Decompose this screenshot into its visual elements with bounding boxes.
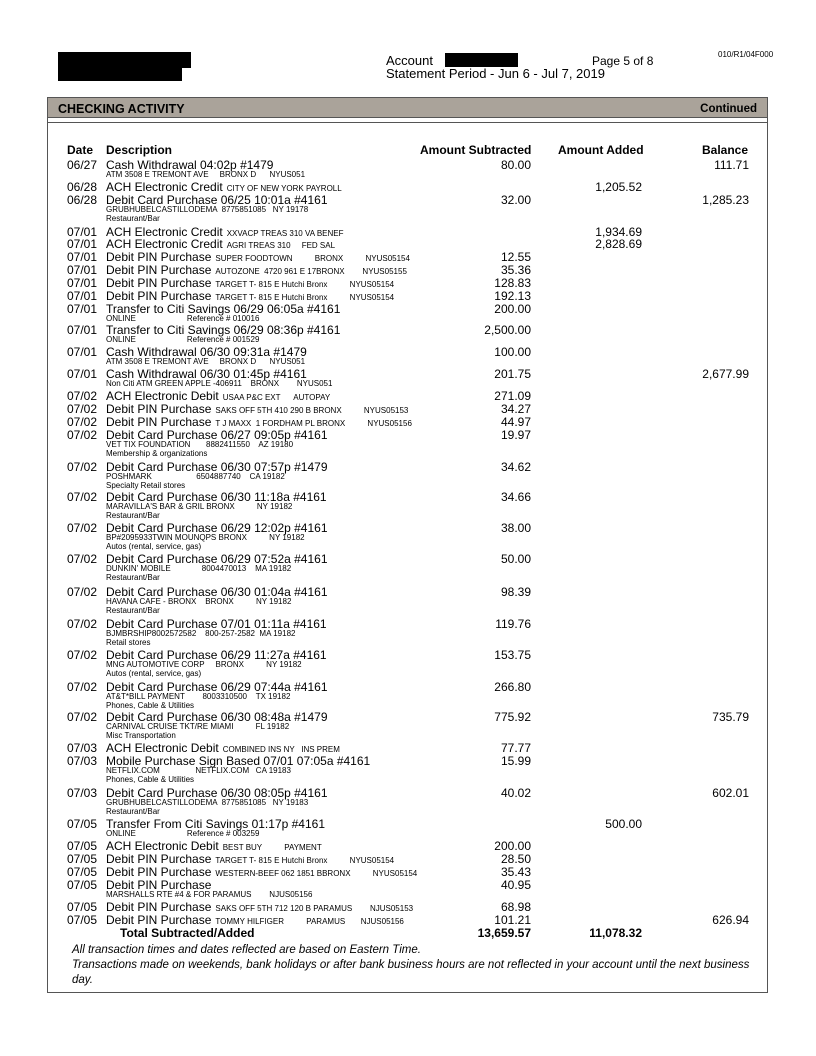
row-description — [106, 416, 412, 428]
row-description — [106, 238, 335, 250]
row-subline: ONLINE Reference # 003259 — [106, 829, 260, 838]
row-amount-subtracted: 271.09 — [494, 389, 531, 403]
row-date: 07/02 — [67, 521, 98, 535]
row-category: Restaurant/Bar — [106, 214, 160, 223]
row-date: 07/05 — [67, 913, 98, 927]
row-description — [106, 901, 413, 913]
row-date: 07/01 — [67, 289, 98, 303]
footnote-line-1: All transaction times and dates reflected are based on Eastern Time. — [72, 944, 421, 956]
row-amount-subtracted: 200.00 — [494, 302, 531, 316]
row-date: 07/03 — [67, 786, 98, 800]
row-merchant-detail: SAKS OFF 5TH 712 120 B PARAMUS NJUS05153 — [215, 904, 414, 913]
row-description — [106, 914, 404, 926]
row-merchant-detail: TOMMY HILFIGER PARAMUS NJUS05156 — [215, 917, 404, 926]
row-description-text: Transfer to Citi Savings 06/29 08:36p #4161 — [106, 323, 341, 337]
row-description — [106, 403, 408, 415]
row-category: Autos (rental, service, gas) — [106, 542, 202, 551]
row-date: 06/27 — [67, 158, 98, 172]
row-date: 07/01 — [67, 276, 98, 290]
row-description-text: Debit PIN Purchase — [106, 402, 212, 416]
row-description-text: Debit PIN Purchase — [106, 276, 212, 290]
row-subline: BJMBRSHIP8002572582 800-257-2582 MA 19182 — [106, 629, 296, 638]
row-date: 07/01 — [67, 302, 98, 316]
row-category: Restaurant/Bar — [106, 573, 160, 582]
row-date: 07/02 — [67, 617, 98, 631]
statement-period: Statement Period - Jun 6 - Jul 7, 2019 — [386, 66, 605, 81]
row-description — [106, 840, 322, 852]
row-amount-subtracted: 68.98 — [500, 900, 531, 914]
row-description-text: Mobile Purchase Sign Based 07/01 07:05a #4161 — [106, 754, 371, 768]
footnote-line-2: Transactions made on weekends, bank holidays or after bank business hours are not reflected in your account until the next business day. — [72, 959, 750, 986]
row-subline: DUNKIN' MOBILE 8004470013 MA 19182 — [106, 564, 292, 573]
row-date: 07/05 — [67, 865, 98, 879]
row-merchant-detail: USAA P&C EXT AUTOPAY — [222, 393, 331, 402]
row-description-text: Debit Card Purchase 06/30 08:05p #4161 — [106, 786, 328, 800]
page-number: Page 5 of 8 — [592, 54, 654, 68]
row-date: 07/03 — [67, 754, 98, 768]
row-amount-balance: 602.01 — [712, 786, 749, 800]
section-band — [48, 98, 767, 118]
col-balance: Balance — [702, 143, 749, 157]
row-description — [106, 181, 342, 193]
row-amount-subtracted: 28.50 — [500, 852, 531, 866]
row-merchant-detail: COMBINED INS NY INS PREM — [222, 745, 340, 754]
row-category: Autos (rental, service, gas) — [106, 669, 202, 678]
row-category: Restaurant/Bar — [106, 606, 160, 615]
row-date: 07/02 — [67, 490, 98, 504]
row-description-text: ACH Electronic Debit — [106, 741, 219, 755]
row-subline: NETFLIX.COM NETFLIX.COM CA 19183 — [106, 766, 291, 775]
row-date: 06/28 — [67, 193, 98, 207]
row-description — [106, 390, 330, 402]
row-merchant-detail: AGRI TREAS 310 FED SAL — [226, 241, 336, 250]
row-category: Retail stores — [106, 638, 151, 647]
row-subline: BP#2095933TWIN MOUNQPS BRONX NY 19182 — [106, 533, 305, 542]
row-description-text: Debit Card Purchase 06/25 10:01a #4161 — [106, 193, 328, 207]
row-date: 07/02 — [67, 552, 98, 566]
row-description-text: Debit Card Purchase 06/30 07:57p #1479 — [106, 460, 328, 474]
row-amount-subtracted: 35.36 — [500, 263, 531, 277]
row-amount-subtracted: 101.21 — [494, 913, 531, 927]
row-merchant-detail: T J MAXX 1 FORDHAM PL BRONX NYUS05156 — [215, 419, 412, 428]
row-date: 07/02 — [67, 428, 98, 442]
redacted-address-block — [58, 66, 182, 81]
row-description-text: Debit PIN Purchase — [106, 913, 212, 927]
row-amount-subtracted: 119.76 — [495, 617, 531, 631]
row-description-text: Debit PIN Purchase — [106, 250, 212, 264]
row-amount-subtracted: 100.00 — [494, 345, 531, 359]
form-code: 010/R1/04F000 — [718, 50, 774, 59]
divider — [48, 122, 767, 123]
row-date: 07/05 — [67, 900, 98, 914]
row-description-text: ACH Electronic Credit — [106, 237, 223, 251]
row-description-text: ACH Electronic Debit — [106, 389, 219, 403]
row-description-text: Transfer From Citi Savings 01:17p #4161 — [106, 817, 325, 831]
row-date: 07/03 — [67, 741, 98, 755]
row-date: 07/05 — [67, 817, 98, 831]
row-description-text: Debit PIN Purchase — [106, 289, 212, 303]
row-amount-added: 2,828.69 — [595, 237, 642, 251]
row-description-text: Cash Withdrawal 06/30 09:31a #1479 — [106, 345, 307, 359]
row-amount-subtracted: 15.99 — [500, 754, 531, 768]
row-date: 06/28 — [67, 180, 98, 194]
row-merchant-detail: SUPER FOODTOWN BRONX NYUS05154 — [215, 254, 410, 263]
col-subtracted: Amount Subtracted — [420, 143, 532, 157]
totals-label: Total Subtracted/Added — [120, 926, 255, 940]
row-amount-balance: 1,285.23 — [702, 193, 749, 207]
account-label: Account — [386, 53, 433, 68]
row-amount-balance: 111.71 — [714, 158, 749, 172]
row-description — [106, 264, 407, 276]
row-subline: ATM 3508 E TREMONT AVE BRONX D NYUS051 — [106, 357, 306, 366]
row-description-text: Debit PIN Purchase — [106, 263, 212, 277]
row-date: 07/02 — [67, 648, 98, 662]
row-description-text: Debit PIN Purchase — [106, 865, 212, 879]
row-description — [106, 866, 417, 878]
row-description-text: ACH Electronic Credit — [106, 225, 223, 239]
row-category: Membership & organizations — [106, 449, 208, 458]
row-date: 07/05 — [67, 839, 98, 853]
row-amount-subtracted: 192.13 — [494, 289, 531, 303]
row-description-text: ACH Electronic Debit — [106, 839, 219, 853]
row-description — [106, 853, 394, 865]
redacted-account-number — [445, 53, 518, 67]
row-date: 07/02 — [67, 402, 98, 416]
row-description-text: Debit PIN Purchase — [106, 415, 212, 429]
row-subline: ATM 3508 E TREMONT AVE BRONX D NYUS051 — [106, 170, 306, 179]
row-category: Restaurant/Bar — [106, 511, 160, 520]
row-category: Misc Transportation — [106, 731, 176, 740]
row-subline: MNG AUTOMOTIVE CORP BRONX NY 19182 — [106, 660, 302, 669]
row-description-text: ACH Electronic Credit — [106, 180, 223, 194]
row-amount-subtracted: 266.80 — [494, 680, 531, 694]
row-amount-added: 1,934.69 — [595, 225, 642, 239]
row-subline: ONLINE Reference # 010016 — [106, 314, 260, 323]
row-subline: MARAVILLA'S BAR & GRIL BRONX NY 19182 — [106, 502, 293, 511]
row-date: 07/02 — [67, 680, 98, 694]
row-description — [106, 742, 340, 754]
row-amount-subtracted: 50.00 — [500, 552, 531, 566]
row-amount-subtracted: 19.97 — [500, 428, 531, 442]
row-amount-subtracted: 32.00 — [500, 193, 531, 207]
row-amount-subtracted: 153.75 — [494, 648, 531, 662]
row-merchant-detail: TARGET T- 815 E Hutchi Bronx NYUS05154 — [215, 856, 395, 865]
row-category: Phones, Cable & Utilities — [106, 775, 195, 784]
row-subline: CARNIVAL CRUISE TKT/RE MIAMI FL 19182 — [106, 722, 290, 731]
row-description-text: Debit Card Purchase 06/27 09:05p #4161 — [106, 428, 328, 442]
row-date: 07/01 — [67, 250, 98, 264]
row-amount-subtracted: 34.66 — [500, 490, 531, 504]
row-subline: VET TIX FOUNDATION 8882411550 AZ 19180 — [106, 440, 294, 449]
row-date: 07/02 — [67, 460, 98, 474]
row-category: Phones, Cable & Utilities — [106, 701, 195, 710]
row-amount-subtracted: 201.75 — [494, 367, 531, 381]
row-amount-subtracted: 12.55 — [500, 250, 531, 264]
row-description-text: Debit Card Purchase 06/30 08:48a #1479 — [106, 710, 328, 724]
row-date: 07/02 — [67, 389, 98, 403]
row-amount-subtracted: 128.83 — [494, 276, 531, 290]
row-description-text: Cash Withdrawal 04:02p #1479 — [106, 158, 274, 172]
row-category: Specialty Retail stores — [106, 481, 186, 490]
row-merchant-detail: TARGET T- 815 E Hutchi Bronx NYUS05154 — [215, 280, 395, 289]
row-description-text: Debit Card Purchase 07/01 01:11a #4161 — [106, 617, 327, 631]
row-description-text: Debit Card Purchase 06/30 11:18a #4161 — [106, 490, 327, 504]
row-amount-subtracted: 200.00 — [494, 839, 531, 853]
row-date: 07/02 — [67, 585, 98, 599]
row-subline: GRUBHUBELCASTILLODEMA 8775851085 NY 19178 — [106, 205, 309, 214]
row-amount-subtracted: 40.95 — [500, 878, 531, 892]
row-merchant-detail: BEST BUY PAYMENT — [222, 843, 322, 852]
col-description: Description — [106, 143, 173, 157]
row-merchant-detail: TARGET T- 815 E Hutchi Bronx NYUS05154 — [215, 293, 395, 302]
row-subline: ONLINE Reference # 001529 — [106, 335, 260, 344]
row-subline: POSHMARK 6504887740 CA 19182 — [106, 472, 285, 481]
row-amount-balance: 735.79 — [712, 710, 749, 724]
row-date: 07/05 — [67, 878, 98, 892]
row-description-text: Debit Card Purchase 06/29 11:27a #4161 — [106, 648, 327, 662]
row-merchant-detail: WESTERN-BEEF 062 1851 BBRONX NYUS05154 — [215, 869, 418, 878]
row-date: 07/01 — [67, 263, 98, 277]
row-description — [106, 251, 410, 263]
row-subline: AT&T*BILL PAYMENT 8003310500 TX 19182 — [106, 692, 291, 701]
row-amount-subtracted: 34.27 — [500, 402, 531, 416]
row-amount-subtracted: 80.00 — [500, 158, 531, 172]
row-amount-subtracted: 77.77 — [500, 741, 531, 755]
row-description-text: Debit Card Purchase 06/30 01:04a #4161 — [106, 585, 328, 599]
row-amount-subtracted: 40.02 — [500, 786, 531, 800]
row-amount-subtracted: 35.43 — [500, 865, 531, 879]
row-date: 07/01 — [67, 323, 98, 337]
row-description-text: Debit PIN Purchase — [106, 900, 212, 914]
row-merchant-detail: SAKS OFF 5TH 410 290 B BRONX NYUS05153 — [215, 406, 409, 415]
row-date: 07/01 — [67, 367, 98, 381]
totals-subtracted: 13,659.57 — [477, 926, 531, 940]
row-merchant-detail: CITY OF NEW YORK PAYROLL — [226, 184, 342, 193]
row-amount-subtracted: 98.39 — [500, 585, 531, 599]
row-description — [106, 277, 394, 289]
row-date: 07/01 — [67, 237, 98, 251]
row-amount-balance: 626.94 — [712, 913, 749, 927]
row-amount-balance: 2,677.99 — [702, 367, 749, 381]
row-description-text: Debit Card Purchase 06/29 12:02p #4161 — [106, 521, 328, 535]
section-title: CHECKING ACTIVITY — [58, 102, 185, 116]
row-amount-subtracted: 775.92 — [494, 710, 531, 724]
row-description-text: Cash Withdrawal 06/30 01:45p #4161 — [106, 367, 307, 381]
row-subline: MARSHALLS RTE #4 & FOR PARAMUS NJUS05156 — [106, 890, 313, 899]
row-description-text: Transfer to Citi Savings 06/29 06:05a #4161 — [106, 302, 341, 316]
section-continued: Continued — [700, 103, 757, 115]
col-added: Amount Added — [558, 143, 644, 157]
row-amount-subtracted: 34.62 — [500, 460, 531, 474]
row-date: 07/02 — [67, 415, 98, 429]
row-amount-subtracted: 44.97 — [500, 415, 531, 429]
col-date: Date — [67, 143, 94, 157]
row-amount-added: 1,205.52 — [595, 180, 642, 194]
row-description-text: Debit PIN Purchase — [106, 878, 212, 892]
row-subline: GRUBHUBELCASTILLODEMA 8775851085 NY 19183 — [106, 798, 309, 807]
row-date: 07/01 — [67, 225, 98, 239]
row-description-text: Debit Card Purchase 06/29 07:52a #4161 — [106, 552, 328, 566]
row-description-text: Debit Card Purchase 06/29 07:44a #4161 — [106, 680, 328, 694]
row-subline: Non Citi ATM GREEN APPLE -406911 BRONX NYUS051 — [106, 379, 333, 388]
row-merchant-detail: XXVACP TREAS 310 VA BENEF — [226, 229, 344, 238]
row-amount-added: 500.00 — [605, 817, 642, 831]
totals-added: 11,078.32 — [589, 926, 642, 940]
row-date: 07/01 — [67, 345, 98, 359]
row-amount-subtracted: 38.00 — [500, 521, 531, 535]
row-date: 07/05 — [67, 852, 98, 866]
row-category: Restaurant/Bar — [106, 807, 160, 816]
row-merchant-detail: AUTOZONE 4720 961 E 17BRONX NYUS05155 — [215, 267, 407, 276]
row-subline: HAVANA CAFE - BRONX BRONX NY 19182 — [106, 597, 292, 606]
row-amount-subtracted: 2,500.00 — [484, 323, 531, 337]
row-date: 07/02 — [67, 710, 98, 724]
row-description-text: Debit PIN Purchase — [106, 852, 212, 866]
row-description — [106, 290, 394, 302]
